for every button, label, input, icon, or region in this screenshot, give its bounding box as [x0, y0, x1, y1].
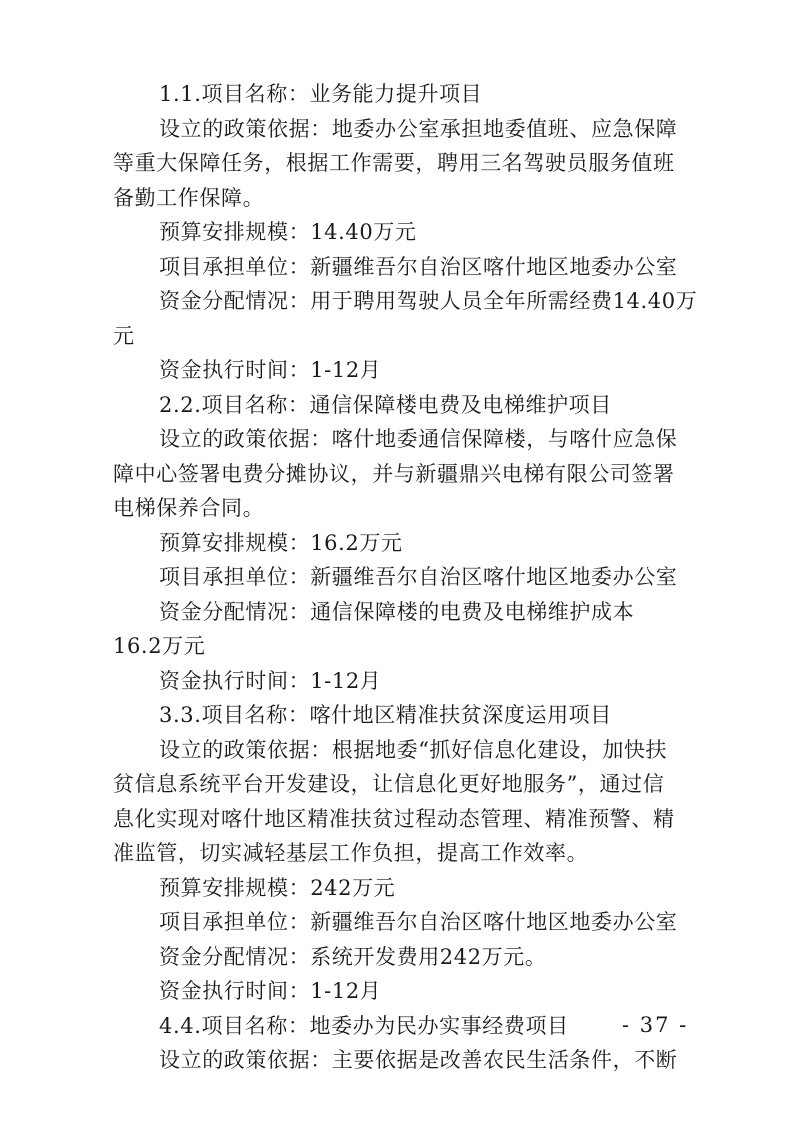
text-line: 预算安排规模：242万元: [159, 875, 396, 900]
text-line: 资金执行时间：1-12月: [159, 979, 382, 1003]
text-line: 设立的政策依据：主要依据是改善农民生活条件，不断: [159, 1048, 678, 1072]
text-line: 设立的政策依据：根据地委“抓好信息化建设，加快扶: [159, 737, 668, 762]
text-line: 资金分配情况：通信保障楼的电费及电梯维护成本: [159, 599, 635, 624]
text-line: 电梯保养合同。: [113, 496, 265, 520]
text-line: 息化实现对喀什地区精准扶贫过程动态管理、精准预警、精: [113, 806, 675, 831]
text-line: 1.1.项目名称：业务能力提升项目: [159, 82, 483, 106]
text-line: 障中心签署电费分摊协议，并与新疆鼎兴电梯有限公司签署: [113, 461, 675, 486]
text-line: 设立的政策依据：喀什地委通信保障楼，与喀什应急保: [159, 427, 678, 451]
text-line: 贫信息系统平台开发建设，让信息化更好地服务”，通过信: [113, 772, 665, 796]
text-line: 资金分配情况：系统开发费用242万元。: [159, 944, 547, 969]
text-line: 项目承担单位：新疆维吾尔自治区喀什地区地委办公室: [159, 910, 678, 934]
text-line: 4.4.项目名称：地委办为民办实事经费项目: [159, 1013, 569, 1038]
text-line: 项目承担单位：新疆维吾尔自治区喀什地区地委办公室: [159, 254, 678, 279]
text-line: 资金分配情况：用于聘用驾驶人员全年所需经费14.40万: [159, 289, 698, 313]
text-line: 预算安排规模：14.40万元: [159, 220, 417, 244]
text-line: 2.2.项目名称：通信保障楼电费及电梯维护项目: [159, 392, 612, 417]
text-line: 资金执行时间：1-12月: [159, 358, 382, 382]
text-line: 16.2万元: [113, 634, 206, 658]
text-line: 资金执行时间：1-12月: [159, 668, 382, 693]
text-line: 备勤工作保障。: [113, 185, 265, 210]
page-number: - 37 -: [622, 1013, 689, 1037]
text-line: 3.3.项目名称：喀什地区精准扶贫深度运用项目: [159, 703, 612, 727]
body-text: [113, 77, 698, 1078]
text-line: 项目承担单位：新疆维吾尔自治区喀什地区地委办公室: [159, 565, 678, 589]
text-line: 预算安排规模：16.2万元: [159, 530, 403, 555]
text-line: 元: [113, 323, 135, 348]
text-line: 设立的政策依据：地委办公室承担地委值班、应急保障: [159, 116, 678, 141]
text-line: 准监管，切实减轻基层工作负担，提高工作效率。: [113, 841, 589, 865]
text-line: 等重大保障任务，根据工作需要，聘用三名驾驶员服务值班: [113, 151, 675, 175]
